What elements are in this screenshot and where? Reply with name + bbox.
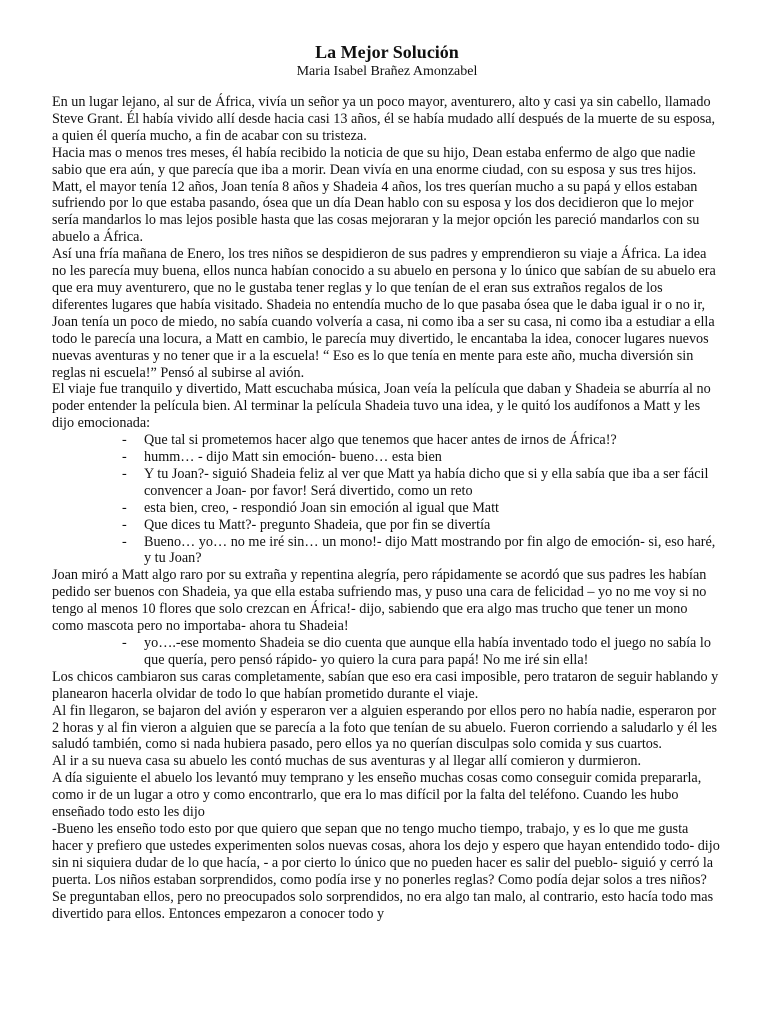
dialogue-item — [52, 517, 722, 534]
paragraph: Hacia mas o menos tres meses, él había recibido la noticia de que su hijo, Dean estaba enfermo de algo que nadie sabio que era aún, y que parecía que iba a morir. Dean vivía en una enorme ciudad, con su esposa y sus tres hijos. Matt, el mayor tenía 12 años, Joan tenía 8 años y Shadeia 4 años, los tres querían mucho a su papá y ellos estaban sufriendo por lo que estaba pasando, ósea que un día Dean hablo con su esposa y los dos decidieron que lo mejor sería mandarlos lo mas lejos posible hasta que las cosas mejoraran y la mejor opción les pareció mandarlos con su abuelo a África. — [52, 144, 700, 246]
dialogue-text: yo….-ese momento Shadeia se dio cuenta que aunque ella había inventado todo el juego no sabía lo que quería, pero pensó rápido- yo quiero la cura para papá! No me iré sin ella! — [144, 635, 711, 668]
dialogue-item — [52, 534, 722, 568]
bullet-dash: - — [122, 635, 127, 651]
paragraph: En un lugar lejano, al sur de África, vivía un señor ya un poco mayor, aventurero, alto y casi ya sin cabello, llamado Steve Grant. Él había vivido allí desde hacia casi 13 años, él se había mudado allí después de la muerte de su esposa, a quien él quería mucho, a fin de acabar con su tristeza. — [52, 94, 716, 144]
dialogue-item — [52, 449, 722, 466]
body-section-a — [52, 94, 722, 432]
dialogue-item — [52, 432, 722, 449]
dialogue-item — [52, 635, 722, 669]
paragraph: Al fin llegaron, se bajaron del avión y esperaron ver a alguien esperando por ellos pero no había nadie, esperaron por 2 horas y al fin vieron a alguien que se parecía a la foto que tenían de su abuelo. Fueron corriendo a saludarlo y él les saludó también, como si nada hubiera pasado, pero ellos ya no querían disculpas solo comida y sus cuartos. — [52, 702, 717, 753]
bullet-dash: - — [122, 449, 127, 466]
dialogue-text: Y tu Joan?- siguió Shadeia feliz al ver que Matt ya había dicho que si y ella sabía que iba a ser fácil convencer a Joan- por favor! Será divertido, como un reto — [144, 465, 709, 499]
paragraph: -Bueno les enseño todo esto por que quiero que sepan que no tengo mucho tiempo, trabajo, y es lo que me gusta hacer y prefiero que ustedes experimenten solos nuevas cosas, ahora los dejo y espero que hayan entendido todo- dijo sin ni siquiera dudar de lo que hacía, - a por cierto lo único que no pueden hacer es salir del pueblo- siguió y cerró la puerta. Los niños estaban sorprendidos, como podía irse y no ponerles reglas? Como podía dejar solos a tres niños? Se preguntaban ellos, pero no preocupados solo sorprendidos, no era algo tan malo, al contrario, esto hacía todo mas divertido para ellos. Entonces empezaron a conocer todo y — [52, 820, 720, 922]
dialogue-text: esta bien, creo, - respondió Joan sin emoción al igual que Matt — [144, 499, 499, 516]
bullet-dash: - — [122, 432, 127, 449]
document-title: La Mejor Solución — [315, 42, 459, 62]
paragraph: Así una fría mañana de Enero, los tres niños se despidieron de sus padres y emprendieron su viaje a África. La idea no les parecía muy buena, ellos nunca habían conocido a su abuelo en persona y lo único que sabían de su abuelo era que era muy aventurero, que no le gustaba tener reglas y lo que tenían de el eran sus extraños regalos de los diferentes lugares que había visitado. Shadeia no entendía mucho de lo que pasaba ósea que le daba igual ir o no ir, Joan tenía un poco de miedo, no sabía cuando volvería a casa, ni como iba a ser su casa, ni como iba a estudiar a ella todo le parecía una locura, a Matt en cambio, le parecía muy divertido, le encantaba la idea, conocer lugares nuevos nuevas aventuras y no tener que ir a la escuela! “ Eso es lo que tenía en mente para este año, mucha diversión sin reglas ni escuela!” Pensó al subirse al avión. — [52, 246, 716, 381]
dialogue-text: humm… - dijo Matt sin emoción- bueno… esta bien — [144, 449, 442, 466]
dialogue-item — [52, 466, 722, 500]
paragraph: Los chicos cambiaron sus caras completamente, sabían que eso era casi imposible, pero trataron de seguir hablando y planearon hacerla olvidar de todo lo que habían prometido durante el viaje. — [52, 668, 719, 702]
paragraph: El viaje fue tranquilo y divertido, Matt escuchaba música, Joan veía la película que daban y Shadeia se aburría al no poder entender la película bien. Al terminar la película Shadeia tuvo una idea, y le quitó los audífonos a Matt y les dijo emocionada: — [52, 381, 711, 432]
paragraph: Joan miró a Matt algo raro por su extraña y repentina alegría, pero rápidamente se acordó que sus padres les habían pedido ser buenos con Shadeia, ya que ella estaba sufriendo mas, y puso una cara de felicidad – yo no me voy si no tengo al menos 10 flores que solo crezcan en África!- dijo, sabiendo que era algo mas trucho que tener un mono como mascota pero no importaba- ahora tu Shadeia! — [52, 567, 707, 635]
paragraph: Al ir a su nueva casa su abuelo les contó muchas de sus aventuras y al llegar allí comieron y durmieron. — [52, 753, 641, 770]
dialogue-list-a — [52, 432, 722, 567]
dialogue-item — [52, 500, 722, 517]
dialogue-text: Que tal si prometemos hacer algo que tenemos que hacer antes de irnos de África!? — [144, 432, 617, 449]
bullet-dash: - — [122, 516, 127, 533]
dialogue-text: Que dices tu Matt?- pregunto Shadeia, que por fin se divertía — [144, 516, 491, 533]
body-section-b — [52, 567, 722, 635]
dialogue-list-b — [52, 635, 722, 669]
paragraph: A día siguiente el abuelo los levantó muy temprano y les enseño muchas cosas como conseguir comida prepararla, como ir de un lugar a otro y como encontrarlo, que era lo mas difícil por la falta del teléfono. Cuando les hubo enseñado todo esto les dijo — [52, 770, 702, 821]
document-page — [52, 42, 722, 922]
body-section-c — [52, 669, 722, 923]
bullet-dash: - — [122, 465, 127, 482]
bullet-dash: - — [122, 533, 127, 550]
bullet-dash: - — [122, 499, 127, 516]
document-author: Maria Isabel Brañez Amonzabel — [296, 64, 478, 79]
dialogue-text: Bueno… yo… no me iré sin… un mono!- dijo Matt mostrando por fin algo de emoción- si, eso haré, y tu Joan? — [144, 533, 716, 567]
